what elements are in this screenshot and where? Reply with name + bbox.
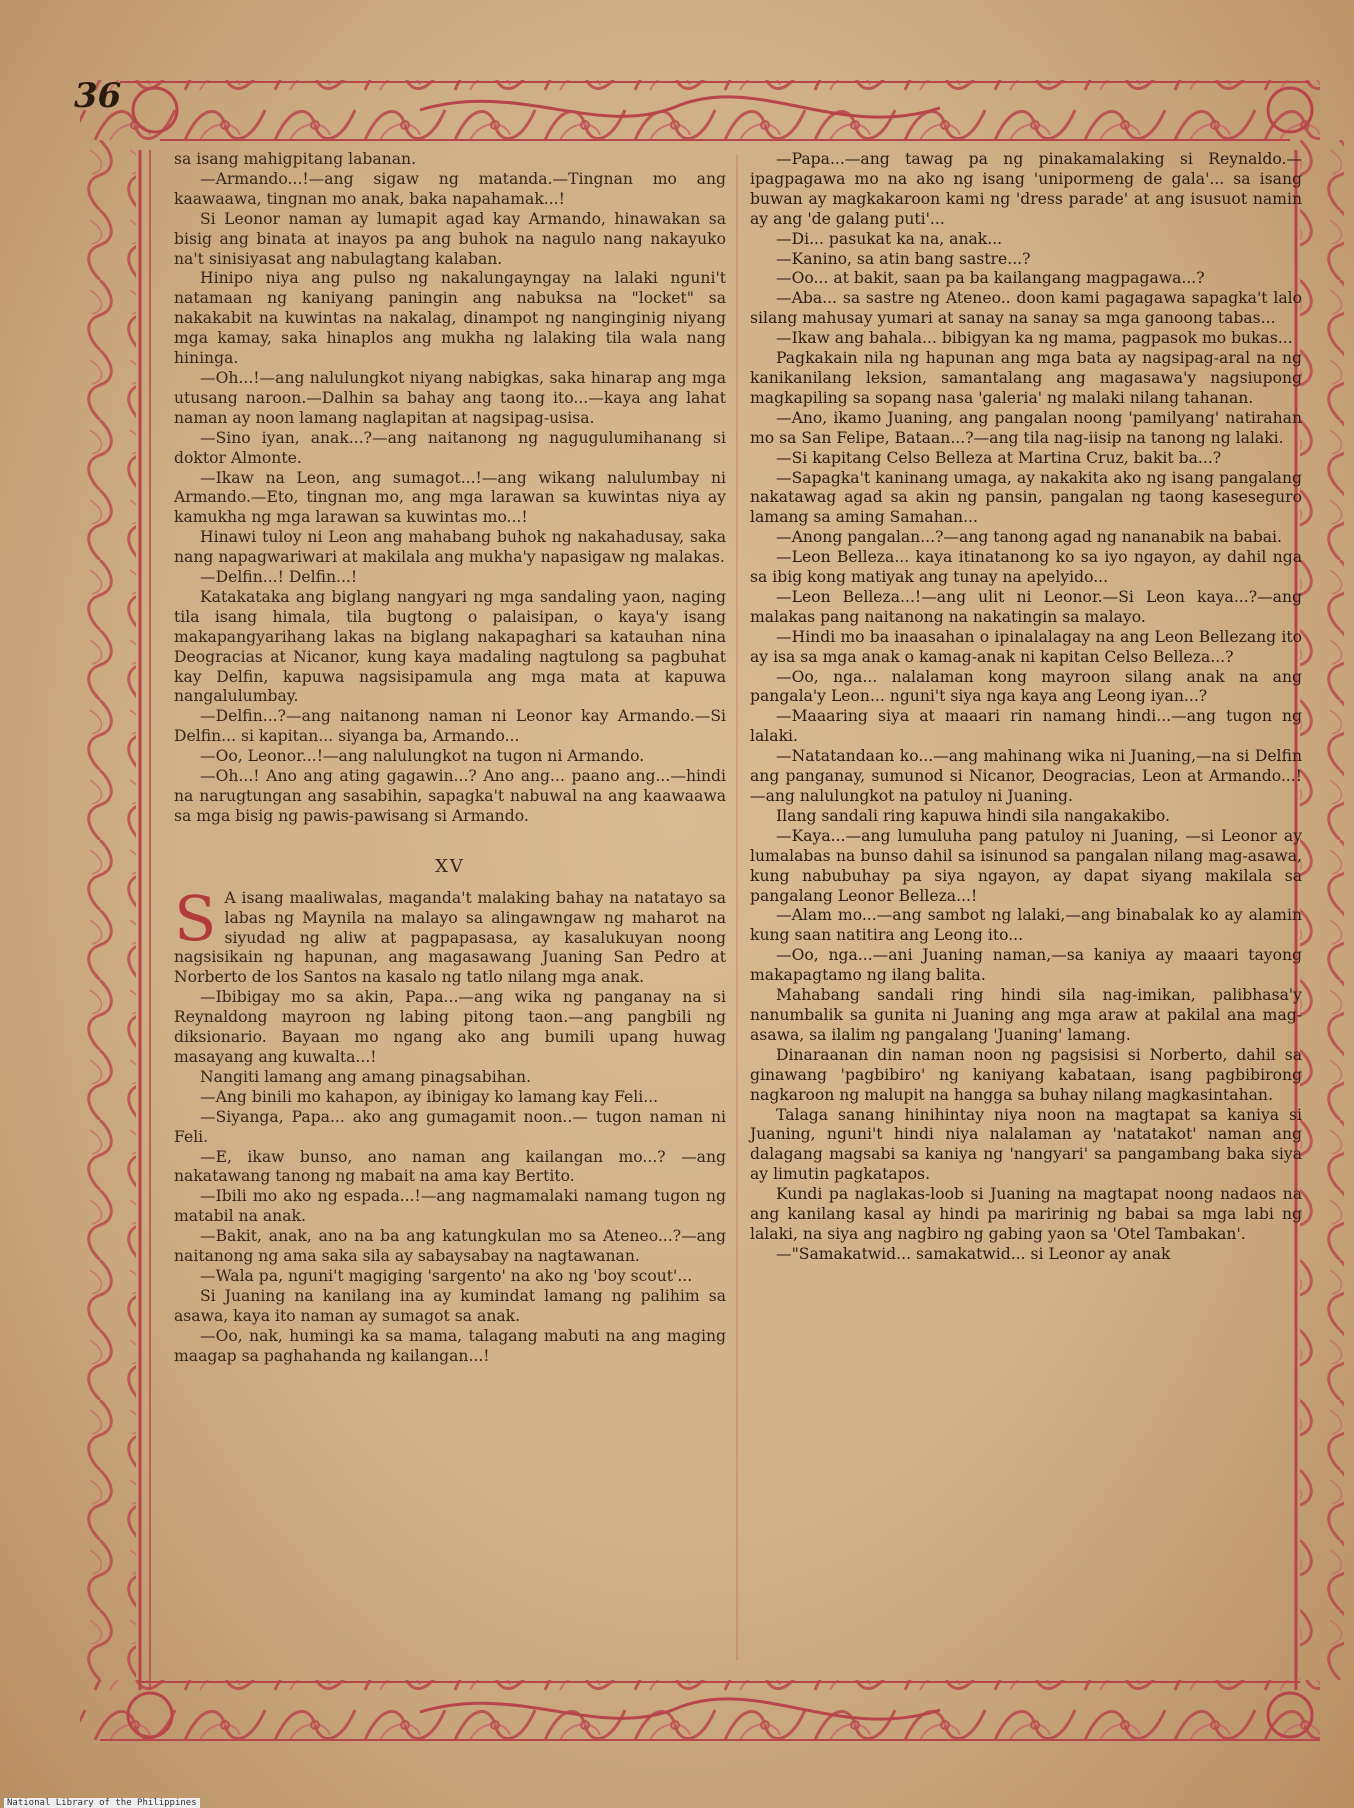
paragraph: Si Juaning na kanilang ina ay kumindat lamang ng palihim sa asawa, kaya ito naman ay sumagot sa anak. [174,1286,726,1325]
paragraph: Hinawi tuloy ni Leon ang mahabang buhok ng nakahadusay, saka nang napagwariwari at makilala ang mukha'y napasigaw ng malakas. [174,528,726,567]
paragraph: —Oo, Leonor...!—ang nalulungkot na tugon ni Armando. [200,747,645,766]
paragraph: Hinipo niya ang pulso ng nakalungayngay na lalaki nguni't natamaan ng kaniyang paningin ang nabuksa na "locket" sa nakakabit na kuwintas na nakalag, dinampot ng nanginginig niyang mga kamay, saka hinaplos ang mukha ng lalaking tila wala nang hininga. [174,269,726,368]
page-number: 36 [74,76,122,116]
paragraph: —Kaya...—ang lumuluha pang patuloy ni Juaning, —si Leonor ay lumalabas na bunso dahil sa isinunod sa pangalan nilang mag-asawa, kung nabubuhay pa siya ngayon, ay dapat siyang makilala sa pangalang Leonor Belleza...! [750,826,1302,905]
paragraph: Mahabang sandali ring hindi sila nag-imikan, palibhasa'y nanumbalik sa gunita ni Juaning ang mga araw at pakilal ana mag-asawa, sa ilalim ng pangalang 'Juaning' lamang. [750,986,1302,1044]
paragraph: —Bakit, anak, ano na ba ang katungkulan mo sa Ateneo...?—ang naitanong ng ama saka sila ay sabaysabay na nagtawanan. [174,1227,726,1266]
chapter-heading: XV [435,855,465,877]
paragraph: —Ibibigay mo sa akin, Papa...—ang wika ng panganay na si Reynaldong mayroon ng labing pitong taon.—ang pangbili ng diksionario. Bayaan mo ngang ako ang bumili upang huwag masayang ang kuwalta...! [174,988,726,1066]
paragraph: —Oo... at bakit, saan pa ba kailangang magpagawa...? [776,269,1205,288]
paragraph: —Ikaw ang bahala... bibigyan ka ng mama, pagpasok mo bukas... [776,329,1293,348]
left-column [174,150,726,1366]
paragraph: —Maaaring siya at maaari rin namang hindi...—ang tugon ng lalaki. [750,707,1302,746]
paragraph: —Oo, nga... nalalaman kong mayroon silang anak na ang pangala'y Leon... nguni't siya nga kaya ang Leong iyan...? [750,667,1302,706]
opening-text: A isang maaliwalas, maganda't malaking bahay na natatayo sa labas ng Maynila na malayo sa alingawngaw ng maharot na siyudad ng aliw at pagpapasasa, ay kasalukuyan noong nagsisikain ng hapunan, ang magasawang Juaning San Pedro at Norberto de los Santos na kasalo ng tatlo nilang mga anak. [174,888,726,987]
paragraph: —Ang binili mo kahapon, ay ibinigay ko lamang kay Feli... [200,1087,659,1106]
paragraph: —Siyanga, Papa... ako ang gumagamit noon..— tugon naman ni Feli. [174,1107,726,1146]
paragraph: —Delfin...! Delfin...! [200,568,358,587]
paragraph: Katakataka ang biglang nangyari ng mga sandaling yaon, naging tila isang himala, tila bugtong o palaisipan, o kaya'y isang makapangyarihang lakas na biglang nakapaghari sa katauhan nina Deogracias at Nicanor, kung kaya madaling nagtulong sa pagbuhat kay Delfin, kapuwa nagsisipamula ang mga mata at kapuwa nangalulumbay. [174,587,726,706]
chapter-opening-paragraph [174,881,726,989]
paragraph: —Papa...—ang tawag pa ng pinakamalaking si Reynaldo.—ipagpagawa mo na ako ng isang 'unipormeng de gala'... sa isang buwan ay magkakaroon kami ng 'dress parade' at ang isusuot namin ay ang 'de galang puti'... [750,150,1302,228]
paragraph: —"Samakatwid... samakatwid... si Leonor ay anak [776,1244,1171,1263]
paragraph: Si Leonor naman ay lumapit agad kay Armando, hinawakan sa bisig ang binata at inayos pa ang buhok na nagulo nang nakayuko na't sinisiyasat ang nabulagtang kalaban. [174,209,726,268]
paragraph: —Leon Belleza...!—ang ulit ni Leonor.—Si Leon kaya...?—ang malakas pang naitanong na nakatingin sa malayo. [750,587,1302,626]
paragraph: —Di... pasukat ka na, anak... [776,229,1003,248]
paragraph: —Si kapitang Celso Belleza at Martina Cruz, bakit ba...? [776,448,1222,467]
paragraph: —Ibili mo ako ng espada...!—ang nagmamalaki namang tugon ng matabil na anak. [174,1187,726,1226]
paragraph: Dinaraanan din naman noon ng pagsisisi si Norberto, dahil sa ginawang 'pagbibiro' ng kaniyang kabataan, isang pagbibirong nagkaroon ng malupit na hangga sa buhay nilang magkasintahan. [750,1045,1302,1104]
paragraph: —Wala pa, nguni't magiging 'sargento' na ako ng 'boy scout'... [200,1266,693,1285]
paragraph: —Kanino, sa atin bang sastre...? [776,249,1031,268]
paragraph: —Anong pangalan...?—ang tanong agad ng nananabik na babai. [776,528,1282,547]
paragraph: —Alam mo...—ang sambot ng lalaki,—ang binabalak ko ay alamin kung saan natitira ang Leong ito... [750,906,1302,945]
paragraph: Kundi pa naglakas-loob si Juaning na magtapat noong nadaos na ang kanilang kasal ay hindi pa maririnig ng babai sa mga labi ng lalaki, na siya ang nagbiro ng gabing yaon sa 'Otel Tambakan'. [750,1185,1302,1243]
paragraph: —Natatandaan ko...—ang mahinang wika ni Juaning,—na si Delfin ang panganay, sumunod si Nicanor, Deogracias, Leon at Armando...!—ang nalulungkot na patuloy ni Juaning. [750,747,1302,805]
paragraph: Nangiti lamang ang amang pinagsabihan. [200,1067,532,1086]
archive-footer: National Library of the Philippines [4,1798,200,1808]
right-column [750,150,1302,1265]
paragraph: —Leon Belleza... kaya itinatanong ko sa iyo ngayon, ay dahil nga sa ibig kong matiyak ang tunay na apelyido... [750,548,1302,587]
paragraph: —E, ikaw bunso, ano naman ang kailangan mo...? —ang nakatawang tanong ng mabait na ama kay Bertito. [174,1147,726,1186]
paragraph: sa isang mahigpitang labanan. [174,150,417,168]
paragraph: Talaga sanang hinihintay niya noon na magtapat sa kaniya si Juaning, nguni't hindi niya nalalaman ay 'natatakot' naman ang dalagang magsabi sa kaniya ng 'nangyari' sa pangambang baka siya ay limutin pagkatapos. [750,1105,1302,1184]
paragraph: —Sapagka't kaninang umaga, ay nakakita ako ng isang pangalang nakatawag agad sa akin ng pansin, pangalan ng taong kaseseguro lamang sa aming Samahan... [750,468,1302,527]
paragraph: —Oh...!—ang nalulungkot niyang nabigkas, saka hinarap ang mga utusang naroon.—Dalhin sa bahay ang taong ito...—kaya ang lahat naman ay noon lamang naglapitan at nagsipag-usisa. [174,368,726,427]
paragraph: —Sino iyan, anak...?—ang naitanong ng nagugulumihanang si doktor Almonte. [174,428,726,467]
paragraph: —Ikaw na Leon, ang sumagot...!—ang wikang nalulumbay ni Armando.—Eto, tingnan mo, ang mga larawan sa kuwintas niya ay kamukha ng mga larawan sa kuwintas mo...! [174,468,726,527]
paragraph: —Aba... sa sastre ng Ateneo.. doon kami pagagawa sapagka't lalo silang mahusay yumari at sanay na sanay sa mga ganoong tabas... [750,289,1302,328]
paragraph: —Armando...!—ang sigaw ng matanda.—Tingnan mo ang kaawaawa, tingnan mo anak, baka napahamak...! [174,169,726,208]
paragraph: Pagkakain nila ng hapunan ang mga bata ay nagsipag-aral na ng kanikanilang leksion, samantalang ang magasawa'y nagsiupong magkapiling sa sopang nasa 'galeria' ng malaki nilang tahanan. [750,349,1302,407]
paragraph: —Delfin...?—ang naitanong naman ni Leonor kay Armando.—Si Delfin... si kapitan... siyanga ba, Armando... [174,707,726,746]
paragraph: —Oh...! Ano ang ating gagawin...? Ano ang... paano ang...—hindi na narugtungan ang sasabihin, sapagka't nabuwal na ang kaawaawa sa mga bisig ng pawis-pawisang si Armando. [174,767,726,825]
paragraph: Ilang sandali ring kapuwa hindi sila nangakakibo. [776,806,1170,825]
paragraph: —Oo, nga...—ani Juaning naman,—sa kaniya ay maaari tayong makapagtamo ng ilang balita. [750,946,1302,985]
paragraph: —Hindi mo ba inaasahan o ipinalalagay na ang Leon Bellezang ito ay isa sa mga anak o kamag-anak ni kapitan Celso Belleza...? [750,627,1302,666]
paragraph: —Oo, nak, humingi ka sa mama, talagang mabuti na ang maging maagap sa paghahanda ng kailangan...! [174,1326,726,1365]
drop-cap: S [174,881,217,955]
paragraph: —Ano, ikamo Juaning, ang pangalan noong 'pamilyang' natirahan mo sa San Felipe, Bataan...?—ang tila nag-iisip na tanong ng lalaki. [750,408,1302,447]
